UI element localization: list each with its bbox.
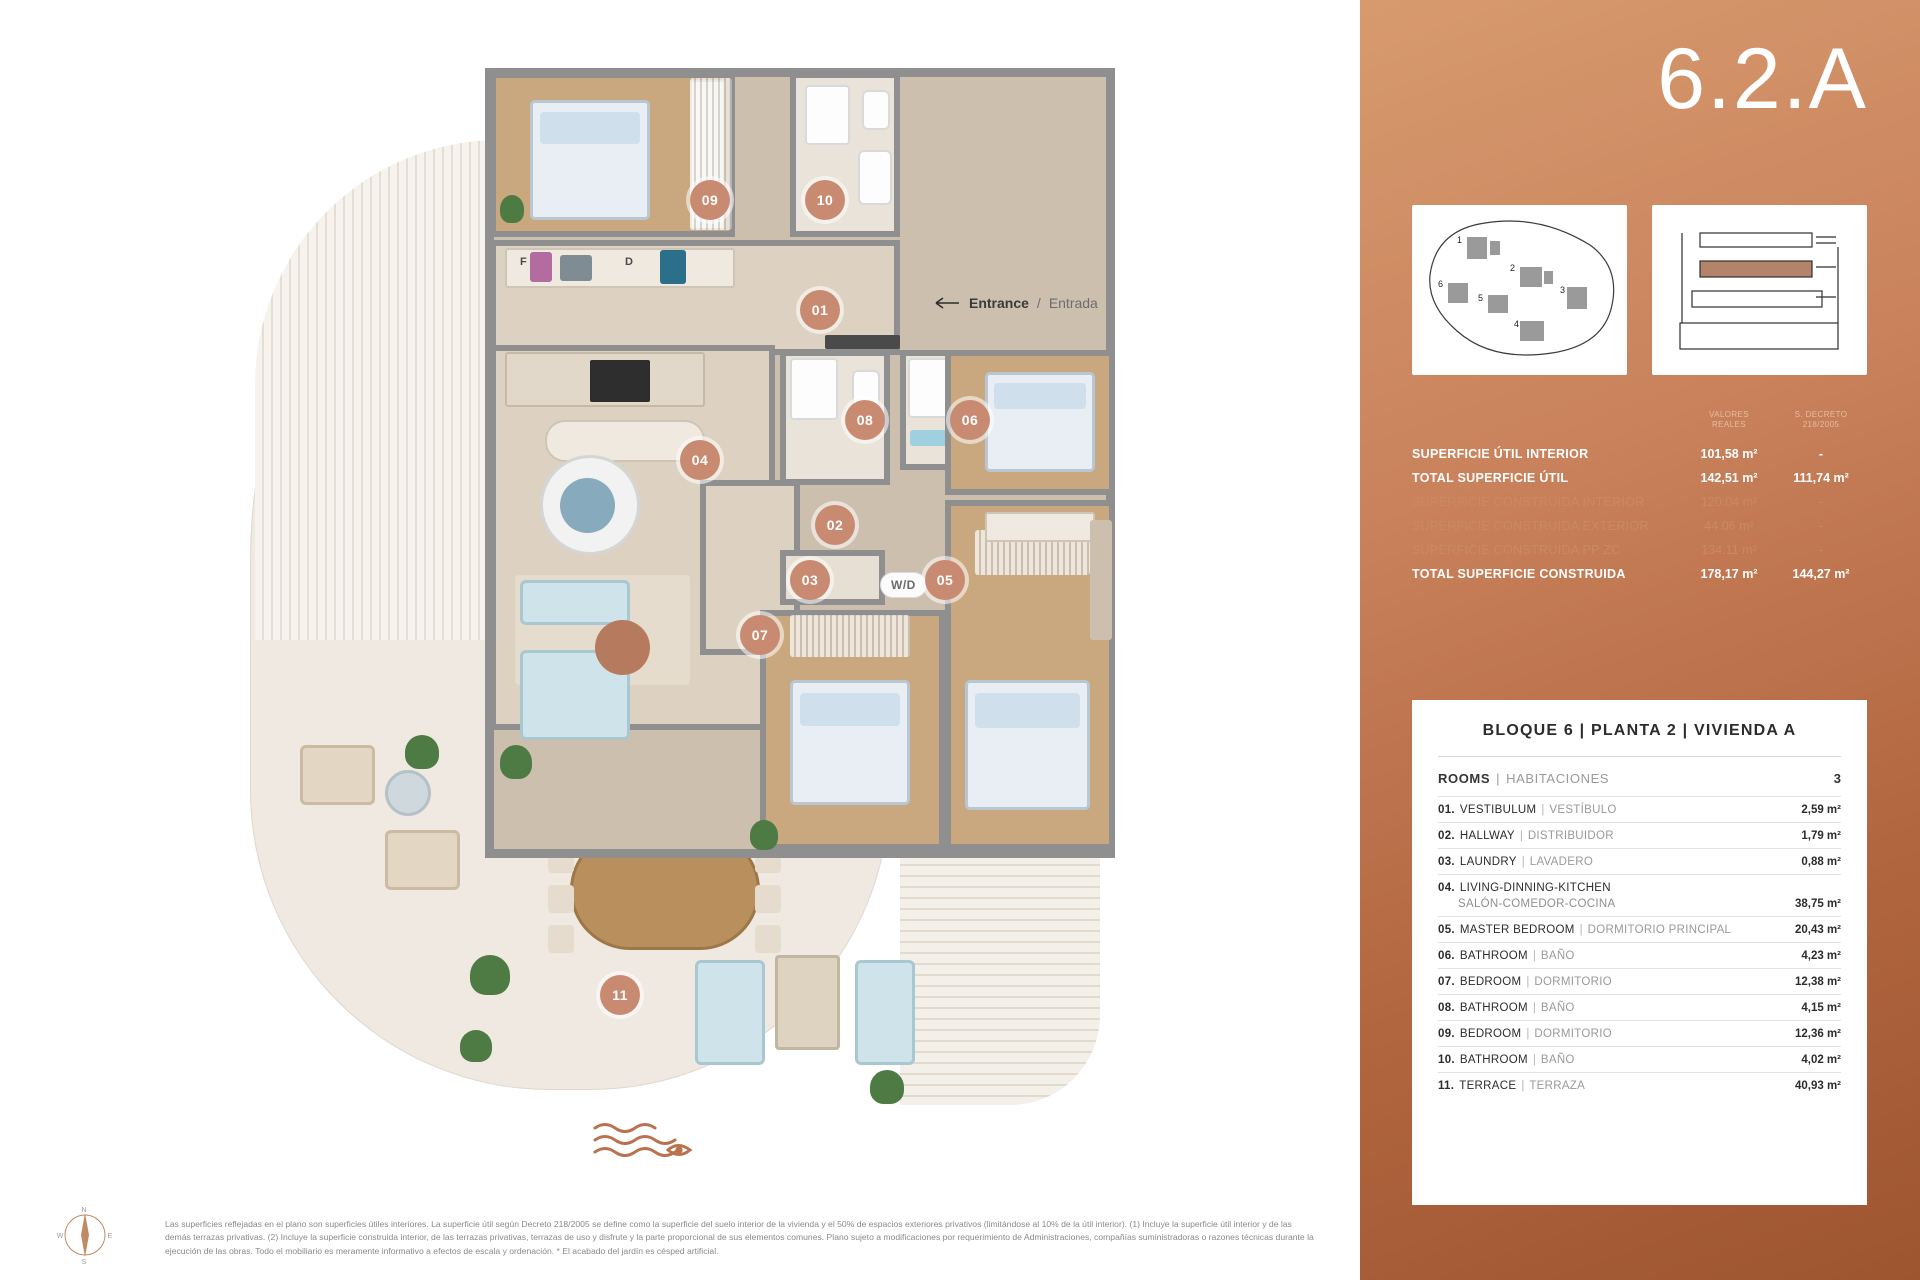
svg-text:6: 6 [1438,279,1444,289]
room-row-01 [1438,796,1841,822]
compass-icon [55,1205,115,1265]
bed [530,100,650,220]
room-name-en: LAUNDRY [1459,856,1517,868]
area-value-decreto: 111,74 m² [1793,471,1849,485]
areas-column-headers [1412,410,1867,430]
room-name-en: BATHROOM [1459,1054,1528,1066]
room-sep: | [1526,1028,1530,1040]
room-row-09 [1438,1020,1841,1046]
room-area: 0,88 m² [1801,856,1841,868]
room-name-es: BAÑO [1540,1002,1575,1014]
room-name-en: MASTER BEDROOM [1459,924,1575,936]
cooktop [590,360,650,402]
block-floor-unit-title: BLOQUE 6 | PLANTA 2 | VIVIENDA A [1438,722,1841,757]
area-value-decreto: - [1818,447,1824,461]
area-value-real: 142,51 m² [1700,471,1758,485]
coffee-table [595,620,650,675]
area-value-real: 44.06 m² [1704,519,1754,533]
plant-icon [870,1070,904,1104]
room-area: 4,23 m² [1801,950,1841,962]
rooms-separator: | [1496,771,1501,786]
area-value-real: 101,58 m² [1700,447,1758,461]
area-row-totalutil [1412,466,1867,490]
room-number: 02. [1438,830,1455,842]
room-name-en: BATHROOM [1459,1002,1528,1014]
room-number: 06. [1438,950,1455,962]
badge-08: 08 [845,400,885,440]
room-number: 04. [1438,882,1455,894]
area-label: SUPERFICIE CONSTRUIDA EXTERIOR [1412,519,1649,533]
room-sep: | [1532,1054,1536,1066]
decor-item [530,252,552,282]
room-number: 11. [1438,1080,1455,1092]
room-area: 4,15 m² [1801,1002,1841,1014]
side-table [385,770,431,816]
room-name-es: VESTÍBULO [1549,804,1617,816]
room-name-es: BAÑO [1540,950,1575,962]
room-row-10 [1438,1046,1841,1072]
room-sep: | [1532,950,1536,962]
closet [1090,520,1112,640]
outdoor-chair [548,925,574,953]
areas-col1-header: VALORES REALES [1709,410,1749,429]
area-row-utilinterior [1412,442,1867,466]
room-name-en: LIVING-DINNING-KITCHEN [1459,882,1611,894]
svg-text:3: 3 [1560,285,1566,295]
outdoor-chair [548,885,574,913]
bed [965,680,1090,810]
badge-10: 10 [805,180,845,220]
area-label: SUPERFICIE ÚTIL INTERIOR [1412,447,1589,461]
room-name-es: SALÓN-COMEDOR-COCINA [1458,898,1616,910]
room-number: 07. [1438,976,1455,988]
entrance-label-es: Entrada [1048,295,1098,311]
room-sep: | [1541,804,1545,816]
badge-01: 01 [800,290,840,330]
room-row-06 [1438,942,1841,968]
room-row-02 [1438,822,1841,848]
exterior-decking [900,855,1100,1105]
badge-07: 07 [740,615,780,655]
area-row-construida-ppzc [1412,538,1867,562]
svg-text:N: N [81,1207,87,1214]
unit-title: 6.2.A [1657,31,1868,127]
laundry-appliance-label: W/D [880,572,927,598]
svg-text:5: 5 [1478,293,1484,303]
building-section-card[interactable] [1652,205,1867,375]
room-row-11 [1438,1072,1841,1098]
site-map-drawing [1412,205,1627,375]
outdoor-sofa [695,960,765,1065]
room-name-en: BEDROOM [1459,976,1522,988]
badge-03: 03 [790,560,830,600]
blinds [790,615,910,657]
toilet [862,90,890,130]
sofa [520,580,630,625]
room-row-03 [1438,848,1841,874]
decor-item [660,250,686,284]
room-row-04-sub [1438,896,1841,916]
room-row-08 [1438,994,1841,1020]
svg-text:4: 4 [1514,319,1520,329]
areas-col2-header: S. DECRETO 218/2005 [1794,410,1848,429]
bed [790,680,910,805]
area-value-real: 134.11 m² [1701,543,1757,557]
room-sep: | [1521,856,1525,868]
room-area: 38,75 m² [1794,898,1841,910]
lounge-chair [300,745,375,805]
rooms-label-es: HABITACIONES [1506,771,1610,786]
room-area: 40,93 m² [1794,1080,1841,1092]
outdoor-chair [755,885,781,913]
badge-05: 05 [925,560,965,600]
shower [805,85,850,145]
bed [985,372,1095,472]
bathtub [790,358,838,420]
room-name-es: TERRAZA [1529,1080,1586,1092]
room-sep: | [1519,830,1523,842]
area-value-decreto: - [1818,543,1824,557]
svg-text:W: W [56,1233,64,1240]
areas-table [1412,410,1867,586]
area-label: TOTAL SUPERFICIE ÚTIL [1412,471,1569,485]
plant-icon [500,745,532,779]
info-panel [1360,0,1920,1280]
room-sep: | [1532,1002,1536,1014]
room-name-es: DISTRIBUIDOR [1527,830,1614,842]
badge-04: 04 [680,440,720,480]
fridge-label: F [520,256,527,268]
entrance-label-en: Entrance [969,295,1029,311]
site-map-card[interactable] [1412,205,1627,375]
room-sep: | [1526,976,1530,988]
outdoor-sofa [855,960,915,1065]
wave-eye-logo [590,1120,700,1168]
area-value-decreto: - [1818,519,1824,533]
area-value-decreto: 144,27 m² [1792,567,1850,581]
decor-item [560,255,592,281]
area-label: SUPERFICIE CONSTRUIDA INTERIOR [1412,495,1645,509]
rooms-header [1438,757,1841,796]
room-number: 05. [1438,924,1455,936]
room-area: 12,38 m² [1794,976,1841,988]
room-name-es: DORMITORIO PRINCIPAL [1587,924,1732,936]
entrance-separator: / [1036,295,1041,311]
rooms-label-en: ROOMS [1438,771,1491,786]
entry-door[interactable] [825,335,900,349]
room-name-en: BATHROOM [1459,950,1528,962]
legal-disclaimer: Las superficies reflejadas en el plano son superficies útiles interiores. La superficie útil según Decreto 218/2005 se define como la superficie del suelo interior de la vivienda y el 50% de espacios exteriores privativos (limitándose al 10% de la útil interior). (1) Incluye la superficie útil interior y de las demás terrazas privativas. (2) Incluye la superficie construida interior, de las terrazas privativas, terrazas de uso y disfrute y la parte proporcional de sus elementos comunes. Plano sujeto a modificaciones por requerimiento de Administraciones, compañías suministradoras o razones técnicas durante la ejecución de las obras. Todo el mobiliario es meramente informativo a efectos de escala y ordenación. * El acabado del jardín es césped artificial. [165,1219,1314,1256]
area-label: TOTAL SUPERFICIE CONSTRUIDA [1412,567,1626,581]
room-row-05 [1438,916,1841,942]
room-name-es: DORMITORIO [1534,976,1612,988]
area-value-decreto: - [1818,495,1824,509]
area-label: SUPERFICIE CONSTRUIDA PP ZC [1412,543,1621,557]
area-value-real: 120.04 m² [1700,495,1758,509]
plant-icon [750,820,778,850]
plant-icon [470,955,510,995]
badge-02: 02 [815,505,855,545]
badge-11: 11 [600,975,640,1015]
room-row-04 [1438,874,1841,896]
wardrobe [985,512,1095,542]
plant-icon [500,195,524,223]
rooms-list [1438,796,1841,1098]
unit-detail-card [1412,700,1867,1205]
svg-text:1: 1 [1457,235,1463,245]
room-area: 2,59 m² [1801,804,1841,816]
dining-chairs [560,478,615,533]
badge-09: 09 [690,180,730,220]
room-number: 10. [1438,1054,1455,1066]
pool-decking [255,140,500,640]
sink [858,150,892,205]
room-name-en: HALLWAY [1459,830,1515,842]
rooms-count: 3 [1833,771,1841,786]
badge-06: 06 [950,400,990,440]
arrow-left-icon [935,296,961,310]
room-area: 12,36 m² [1794,1028,1841,1040]
entrance-marker [935,295,1098,311]
room-number: 01. [1438,804,1455,816]
outdoor-chair [755,925,781,953]
room-sep: | [1579,924,1583,936]
area-row-construida-exterior [1412,514,1867,538]
building-section-drawing [1652,205,1867,375]
room-name-es: BAÑO [1540,1054,1575,1066]
room-area: 20,43 m² [1794,924,1841,936]
room-name-es: DORMITORIO [1534,1028,1612,1040]
room-number: 08. [1438,1002,1455,1014]
room-area: 4,02 m² [1801,1054,1841,1066]
plant-icon [460,1030,492,1062]
room-name-en: VESTIBULUM [1459,804,1537,816]
room-number: 09. [1438,1028,1455,1040]
svg-text:2: 2 [1510,263,1516,273]
plant-icon [405,735,439,769]
outdoor-coffee-table [775,955,840,1050]
room-row-07 [1438,968,1841,994]
dishwasher-label: D [625,256,633,268]
area-value-real: 178,17 m² [1700,567,1758,581]
room-area: 1,79 m² [1801,830,1841,842]
room-name-en: TERRACE [1459,1080,1517,1092]
room-sep: | [1521,1080,1525,1092]
area-row-construida-interior [1412,490,1867,514]
svg-text:E: E [107,1233,113,1240]
svg-text:S: S [81,1259,87,1265]
lounge-chair [385,830,460,890]
area-row-total-construida [1412,562,1867,586]
room-name-en: BEDROOM [1459,1028,1522,1040]
room-name-es: LAVADERO [1529,856,1594,868]
room-number: 03. [1438,856,1455,868]
